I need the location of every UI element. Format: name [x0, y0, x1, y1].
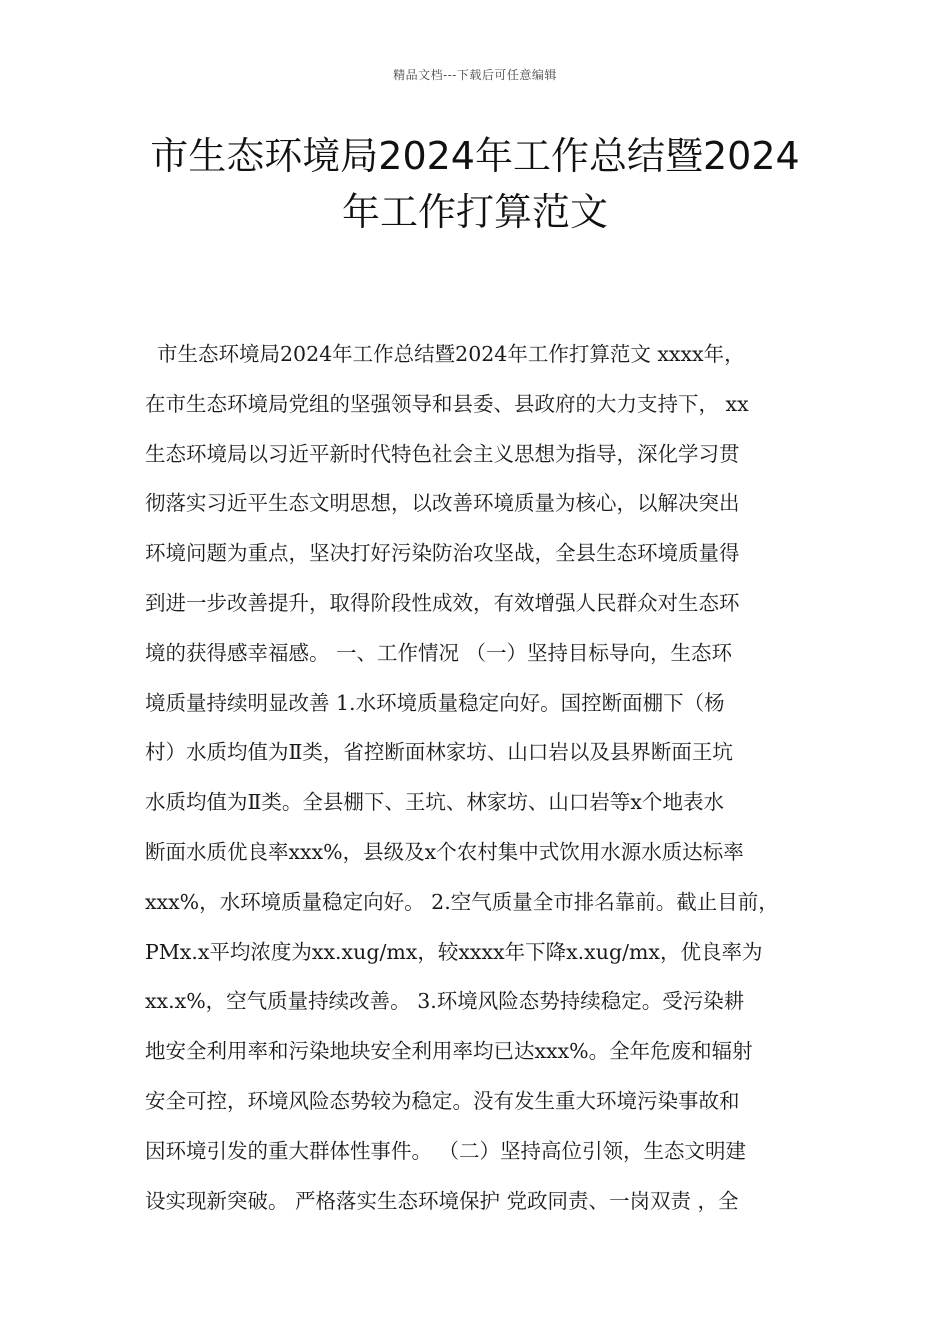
body-line: 彻落实习近平生态文明思想，以改善环境质量为核心，以解决突出 — [145, 491, 740, 516]
body-line: 到进一步改善提升，取得阶段性成效，有效增强人民群众对生态环 — [145, 590, 740, 615]
body-line: 生态环境局以习近平新时代特色社会主义思想为指导，深化学习贯 — [145, 441, 740, 466]
body-line: 断面水质优良率xxx%，县级及x个农村集中式饮用水源水质达标率 — [145, 839, 744, 864]
body-line: 市生态环境局2024年工作总结暨2024年工作打算范文 xxxx年， — [157, 342, 745, 366]
body-line: PMx.x平均浓度为xx.xug/mx，较xxxx年下降x.xug/mx，优良率为 — [145, 939, 763, 964]
body-line: xx.x%，空气质量持续改善。 3.环境风险态势持续稳定。受污染耕 — [145, 989, 745, 1014]
body-line: 水质均值为Ⅱ类。全县棚下、王坑、林家坊、山口岩等x个地表水 — [145, 790, 724, 815]
body-line: 因环境引发的重大群体性事件。 （二）坚持高位引领，生态文明建 — [145, 1138, 747, 1163]
body-line: 设实现新突破。 严格落实生态环境保护 党政同责、一岗双责 ，全 — [145, 1188, 739, 1213]
body-line: 在市生态环境局党组的坚强领导和县委、县政府的大力支持下， xx — [145, 391, 749, 416]
body-line: 境质量持续明显改善 1.水环境质量稳定向好。国控断面棚下（杨 — [145, 690, 725, 715]
body-line: 境的获得感幸福感。 一、工作情况 （一）坚持目标导向，生态环 — [145, 640, 733, 665]
document-title-line-1: 市生态环境局2024年工作总结暨2024 — [150, 134, 800, 178]
body-line: 地安全利用率和污染地块安全利用率均已达xxx%。全年危废和辐射 — [145, 1039, 753, 1064]
body-line: 村）水质均值为Ⅱ类，省控断面林家坊、山口岩以及县界断面王坑 — [145, 740, 733, 765]
body-line: 环境问题为重点，坚决打好污染防治攻坚战，全县生态环境质量得 — [145, 541, 740, 566]
document-title-line-2: 年工作打算范文 — [341, 190, 608, 234]
header-note: 精品文档---下载后可任意编辑 — [393, 68, 557, 82]
document-body — [145, 330, 825, 1226]
body-line: 安全可控，环境风险态势较为稳定。没有发生重大环境污染事故和 — [145, 1088, 740, 1113]
document-title — [100, 128, 850, 240]
body-line: xxx%，水环境质量稳定向好。 2.空气质量全市排名靠前。截止目前， — [145, 889, 779, 914]
